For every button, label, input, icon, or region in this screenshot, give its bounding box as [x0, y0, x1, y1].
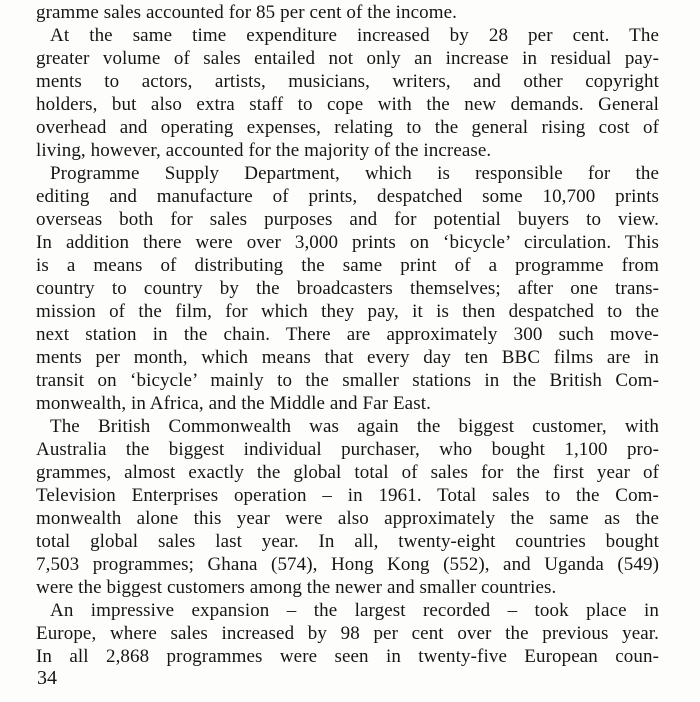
text-line: In addition there were over 3,000 prints on ‘bicycle’ circulation. This — [36, 232, 659, 253]
text-line: The British Commonwealth was again the biggest customer, with — [50, 416, 659, 437]
page-number: 34 — [37, 667, 57, 689]
text-line: monwealth, in Africa, and the Middle and Far East. — [36, 393, 431, 414]
paragraph — [36, 162, 659, 415]
text-line: editing and manufacture of prints, despatched some 10,700 prints — [36, 186, 659, 207]
paragraph — [36, 599, 659, 668]
text-line: mission of the film, for which they pay, it is then despatched to the — [36, 301, 659, 322]
text-line: monwealth alone this year were also approximately the same as the — [36, 508, 659, 529]
text-line: grammes, almost exactly the global total of sales for the first year of — [36, 462, 659, 483]
text-line: Television Enterprises operation – in 1961. Total sales to the Com- — [36, 485, 659, 506]
text-line: holders, but also extra staff to cope with the new demands. General — [36, 94, 659, 115]
text-line: 7,503 programmes; Ghana (574), Hong Kong (552), and Uganda (549) — [36, 554, 659, 575]
text-line: next station in the chain. There are approximately 300 such move- — [36, 324, 659, 345]
text-line: Programme Supply Department, which is responsible for the — [50, 163, 659, 184]
text-line: ments per month, which means that every day ten BBC films are in — [36, 347, 659, 368]
text-line: overhead and operating expenses, relating to the general rising cost of — [36, 117, 659, 138]
body-text — [36, 1, 659, 668]
text-line: Australia the biggest individual purchaser, who bought 1,100 pro- — [36, 439, 659, 460]
text-line: transit on ‘bicycle’ mainly to the smaller stations in the British Com- — [36, 370, 659, 391]
text-line: were the biggest customers among the newer and smaller countries. — [36, 577, 557, 598]
paragraph — [36, 1, 659, 24]
text-line: gramme sales accounted for 85 per cent of the income. — [36, 2, 458, 23]
text-line: An impressive expansion – the largest recorded – took place in — [50, 600, 659, 621]
text-line: is a means of distributing the same print of a programme from — [36, 255, 659, 276]
text-line: Europe, where sales increased by 98 per cent over the previous year. — [36, 623, 659, 644]
text-line: greater volume of sales entailed not only an increase in residual pay- — [36, 48, 659, 69]
text-line: In all 2,868 programmes were seen in twenty-five European coun- — [36, 646, 659, 667]
text-line: overseas both for sales purposes and for potential buyers to view. — [36, 209, 659, 230]
text-line: At the same time expenditure increased by 28 per cent. The — [50, 25, 659, 46]
text-line: ments to actors, artists, musicians, writers, and other copyright — [36, 71, 659, 92]
paragraph — [36, 415, 659, 599]
text-line: country to country by the broadcasters themselves; after one trans- — [36, 278, 659, 299]
paragraph — [36, 24, 659, 162]
text-line: living, however, accounted for the majority of the increase. — [36, 140, 492, 161]
text-line: total global sales last year. In all, twenty-eight countries bought — [36, 531, 659, 552]
